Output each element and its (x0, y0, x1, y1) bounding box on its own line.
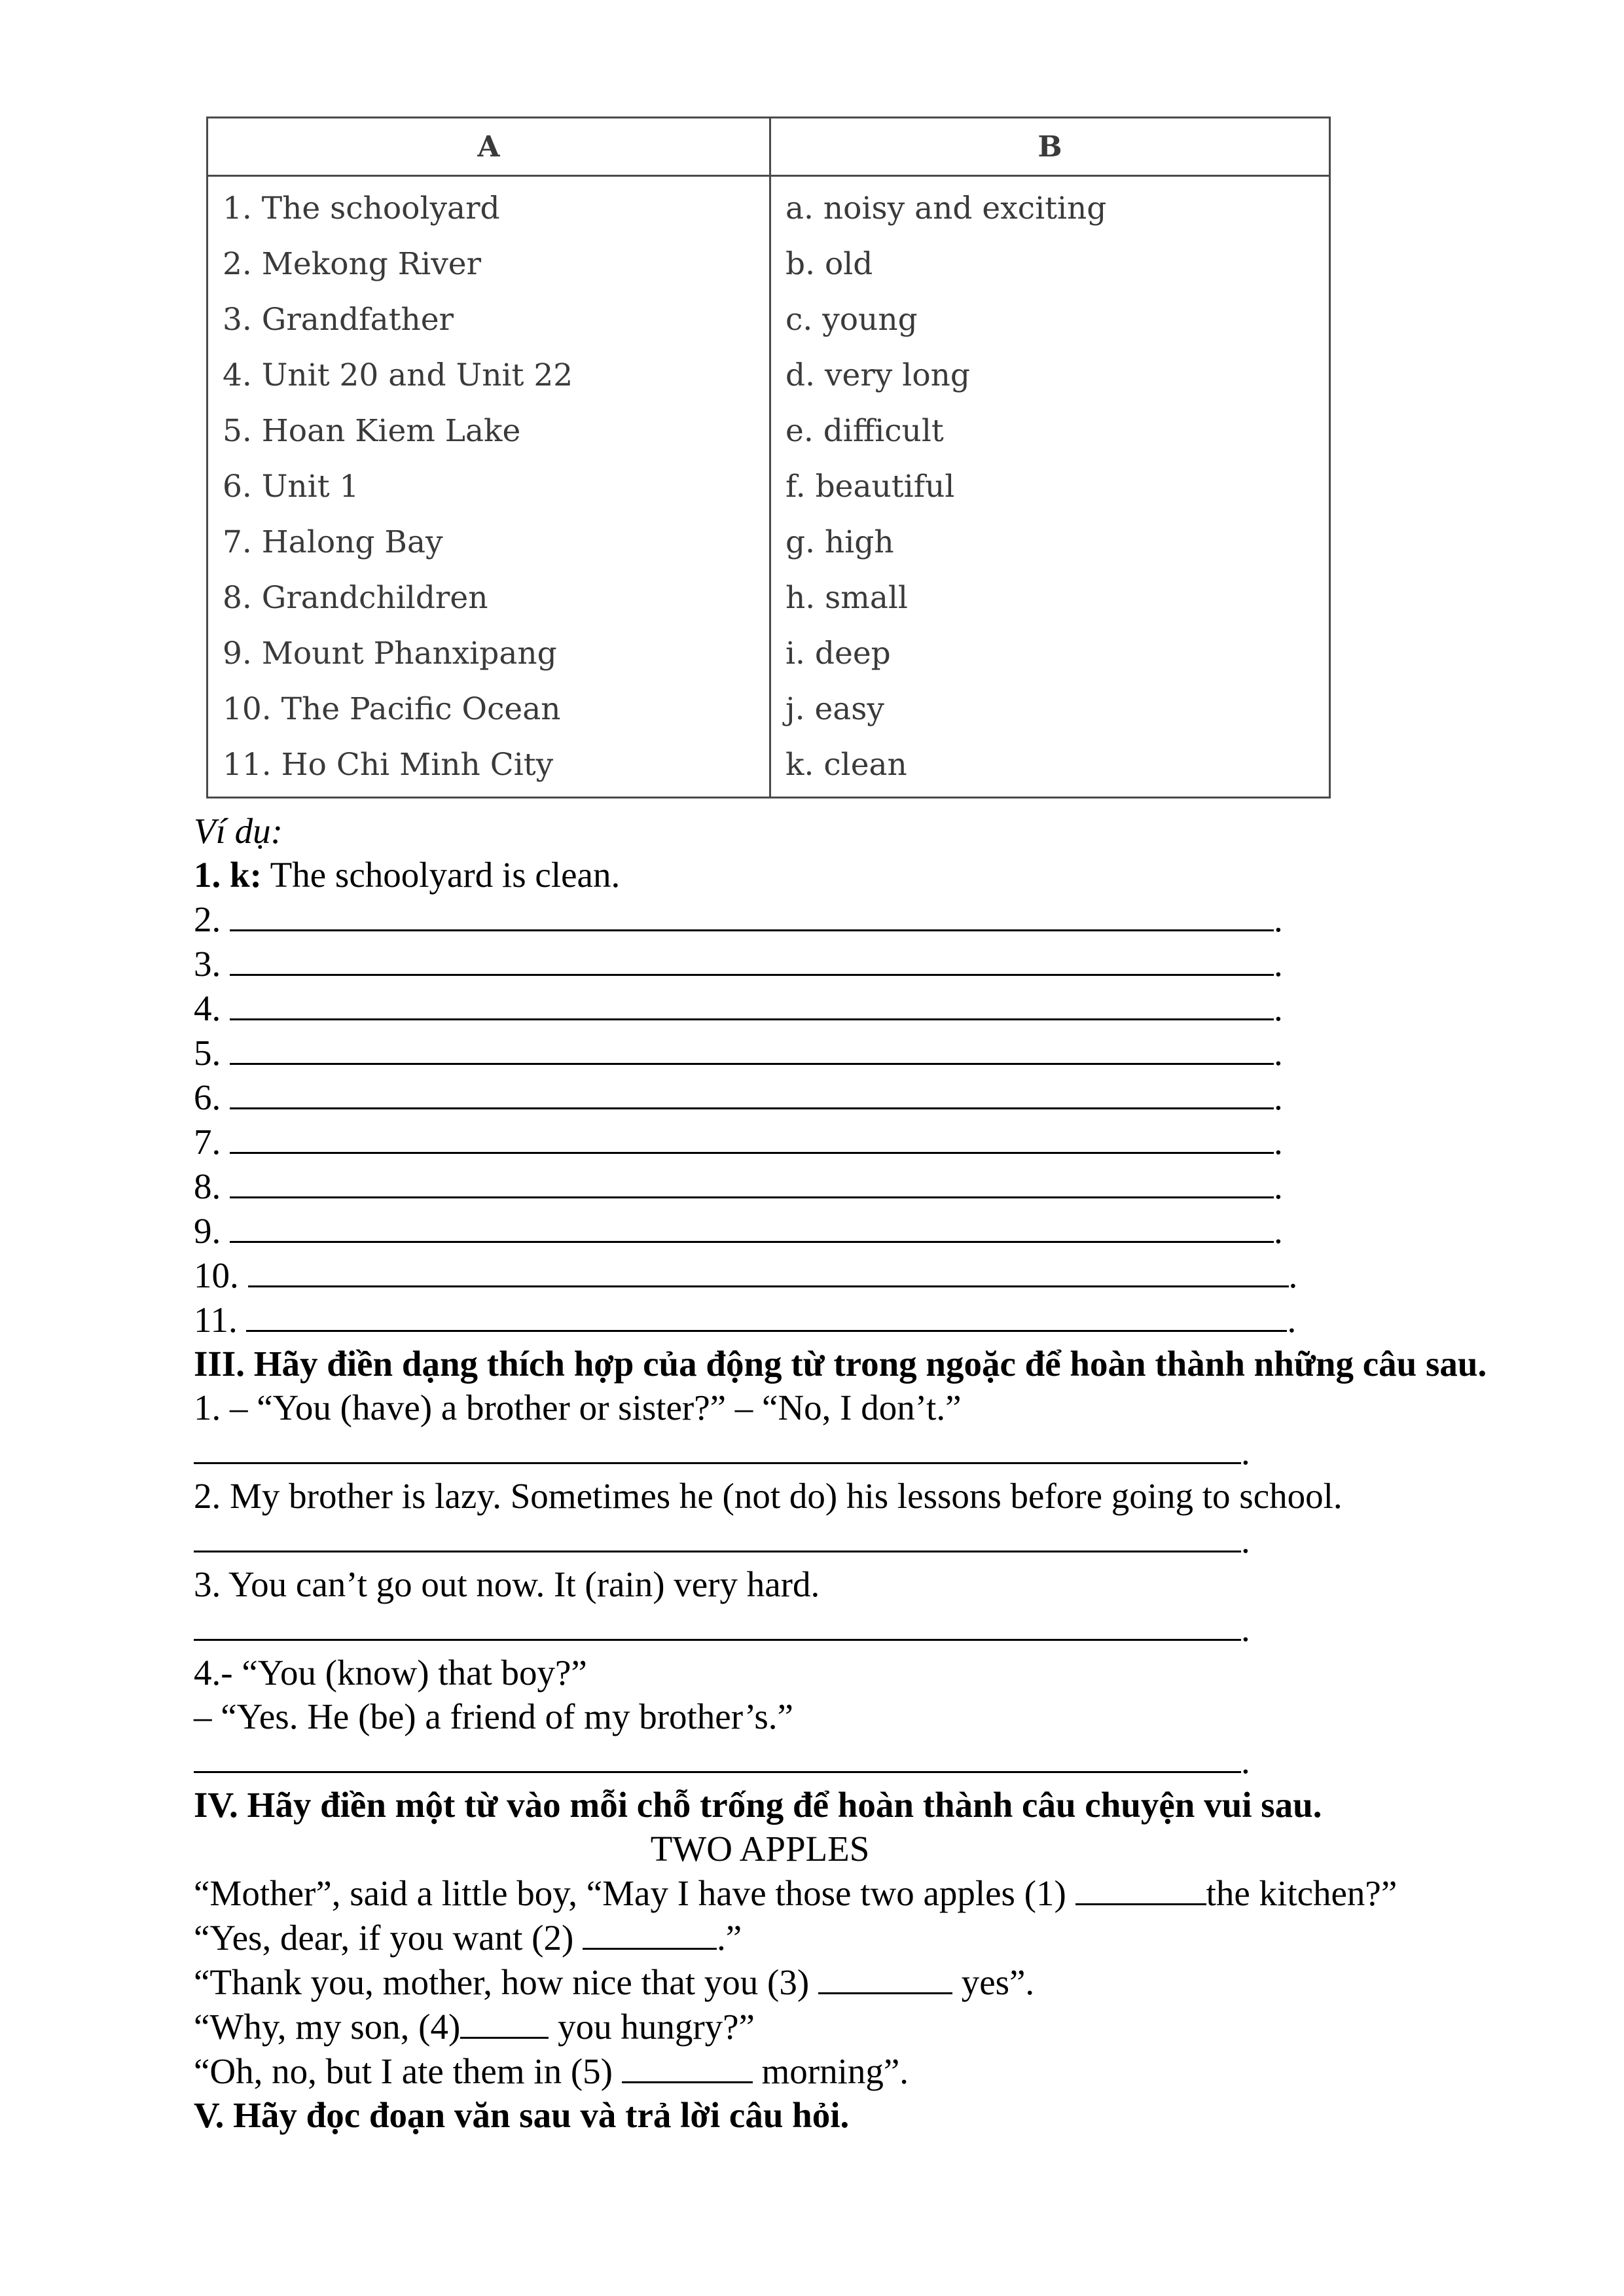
example-sentence: The schoolyard is clean. (261, 855, 621, 895)
story-text: you hungry?” (549, 2007, 755, 2047)
table-cell-a: 6. Unit 1 (208, 459, 770, 514)
table-cell-b: g. high (770, 514, 1330, 570)
answer-blank-9: 9. . (194, 1208, 1503, 1253)
story-blank-1[interactable] (1075, 1871, 1206, 1905)
story-text: “Why, my son, (4) (194, 2007, 461, 2047)
table-cell-b: i. deep (770, 626, 1330, 681)
table-cell-b: k. clean (770, 737, 1330, 798)
fill-blank[interactable] (194, 1429, 1241, 1464)
column-a-header: A (208, 118, 770, 176)
story-text: “Thank you, mother, how nice that you (3) (194, 1962, 818, 2002)
table-cell-a: 2. Mekong River (208, 236, 770, 292)
table-cell-b: d. very long (770, 348, 1330, 403)
table-cell-a: 8. Grandchildren (208, 570, 770, 626)
table-cell-a: 11. Ho Chi Minh City (208, 737, 770, 798)
story-line-5 (194, 2049, 1503, 2093)
table-header-row (208, 118, 1330, 176)
table-cell-b: e. difficult (770, 403, 1330, 459)
fill-blank[interactable] (230, 1208, 1274, 1243)
answer-blank-2: 2. . (194, 897, 1503, 941)
matching-table (206, 117, 1331, 798)
answer-blank-5: 5. . (194, 1030, 1503, 1075)
table-row (208, 292, 1330, 348)
section-3-question-4b: – “Yes. He (be) a friend of my brother’s.” (194, 1696, 793, 1736)
blank-number: 6. (194, 1077, 221, 1117)
example-key: 1. k: (194, 855, 262, 895)
blank-number: 11. (194, 1300, 238, 1340)
story-text: “Oh, no, but I ate them in (5) (194, 2051, 622, 2091)
fill-blank[interactable] (230, 897, 1274, 931)
story-text: the kitchen?” (1206, 1873, 1398, 1913)
table-cell-b: j. easy (770, 681, 1330, 737)
blank-number: 4. (194, 988, 221, 1028)
fill-blank[interactable] (230, 1164, 1274, 1198)
answer-blank-10: 10. . (194, 1253, 1503, 1297)
table-cell-a: 7. Halong Bay (208, 514, 770, 570)
blank-number: 3. (194, 944, 221, 984)
table-cell-b: f. beautiful (770, 459, 1330, 514)
example-label: Ví dụ: (194, 811, 283, 851)
table-row (208, 570, 1330, 626)
table-row (208, 514, 1330, 570)
table-row (208, 626, 1330, 681)
story-line-1 (194, 1871, 1503, 1915)
fill-blank[interactable] (194, 1606, 1241, 1641)
fill-blank[interactable] (230, 1030, 1274, 1065)
example-answer (194, 853, 1503, 897)
story-line-2 (194, 1915, 1503, 1960)
answer-blank-8: 8. . (194, 1164, 1503, 1208)
blank-number: 2. (194, 899, 221, 939)
section-3-answer-line-4: . (194, 1738, 1503, 1783)
table-cell-a: 9. Mount Phanxipang (208, 626, 770, 681)
table-row (208, 681, 1330, 737)
story-title: TWO APPLES (650, 1829, 870, 1869)
story-text: yes”. (952, 1962, 1035, 2002)
table-row (208, 176, 1330, 237)
blank-number: 10. (194, 1255, 239, 1295)
answer-blank-7: 7. . (194, 1119, 1503, 1164)
fill-blank[interactable] (230, 1075, 1274, 1109)
table-row (208, 459, 1330, 514)
table-cell-a: 5. Hoan Kiem Lake (208, 403, 770, 459)
fill-blank[interactable] (246, 1297, 1287, 1332)
table-cell-b: h. small (770, 570, 1330, 626)
column-b-header: B (770, 118, 1330, 176)
section-3-answer-line-3: . (194, 1606, 1503, 1651)
story-blank-3[interactable] (818, 1960, 952, 1994)
blank-number: 7. (194, 1122, 221, 1162)
story-blank-2[interactable] (583, 1915, 717, 1950)
fill-blank[interactable] (248, 1253, 1289, 1287)
story-line-3 (194, 1960, 1503, 2004)
section-3-answer-line-2: . (194, 1518, 1503, 1562)
answer-blank-3: 3. . (194, 941, 1503, 986)
section-3-question-1: 1. – “You (have) a brother or sister?” – “No, I don’t.” (194, 1388, 962, 1427)
section-3-heading: III. Hãy điền dạng thích hợp của động từ trong ngoặc để hoàn thành những câu sau. (194, 1344, 1487, 1384)
blank-number: 5. (194, 1033, 221, 1073)
table-row (208, 403, 1330, 459)
blank-number: 9. (194, 1211, 221, 1251)
section-3-answer-line-1: . (194, 1429, 1503, 1474)
section-3-question-3: 3. You can’t go out now. It (rain) very hard. (194, 1564, 820, 1604)
section-3-question-2: 2. My brother is lazy. Sometimes he (not do) his lessons before going to school. (194, 1476, 1343, 1516)
table-row (208, 737, 1330, 798)
worksheet-content (194, 809, 1503, 2137)
story-text: “Yes, dear, if you want (2) (194, 1918, 583, 1958)
table-cell-a: 10. The Pacific Ocean (208, 681, 770, 737)
fill-blank[interactable] (230, 1119, 1274, 1154)
table-row (208, 236, 1330, 292)
fill-blank[interactable] (194, 1518, 1241, 1552)
section-5-heading: V. Hãy đọc đoạn văn sau và trả lời câu hỏi. (194, 2095, 850, 2135)
story-text: morning”. (752, 2051, 909, 2091)
answer-blank-4: 4. . (194, 986, 1503, 1030)
section-4-heading: IV. Hãy điền một từ vào mỗi chỗ trống để hoàn thành câu chuyện vui sau. (194, 1785, 1322, 1825)
table-cell-b: a. noisy and exciting (770, 176, 1330, 237)
fill-blank[interactable] (230, 941, 1274, 976)
table-cell-a: 3. Grandfather (208, 292, 770, 348)
fill-blank[interactable] (230, 986, 1274, 1020)
table-row (208, 348, 1330, 403)
fill-blank[interactable] (194, 1738, 1241, 1773)
table-cell-a: 1. The schoolyard (208, 176, 770, 237)
table-cell-b: c. young (770, 292, 1330, 348)
section-3-question-4a: 4.- “You (know) that boy?” (194, 1653, 587, 1693)
story-blank-4[interactable] (460, 2004, 549, 2039)
answer-blank-11: 11. . (194, 1297, 1503, 1342)
story-line-4 (194, 2004, 1503, 2049)
table-cell-a: 4. Unit 20 and Unit 22 (208, 348, 770, 403)
blank-number: 8. (194, 1166, 221, 1206)
story-text: .” (717, 1918, 742, 1958)
story-blank-5[interactable] (622, 2049, 753, 2083)
story-text: “Mother”, said a little boy, “May I have those two apples (1) (194, 1873, 1075, 1913)
answer-blank-6: 6. . (194, 1075, 1503, 1119)
table-cell-b: b. old (770, 236, 1330, 292)
